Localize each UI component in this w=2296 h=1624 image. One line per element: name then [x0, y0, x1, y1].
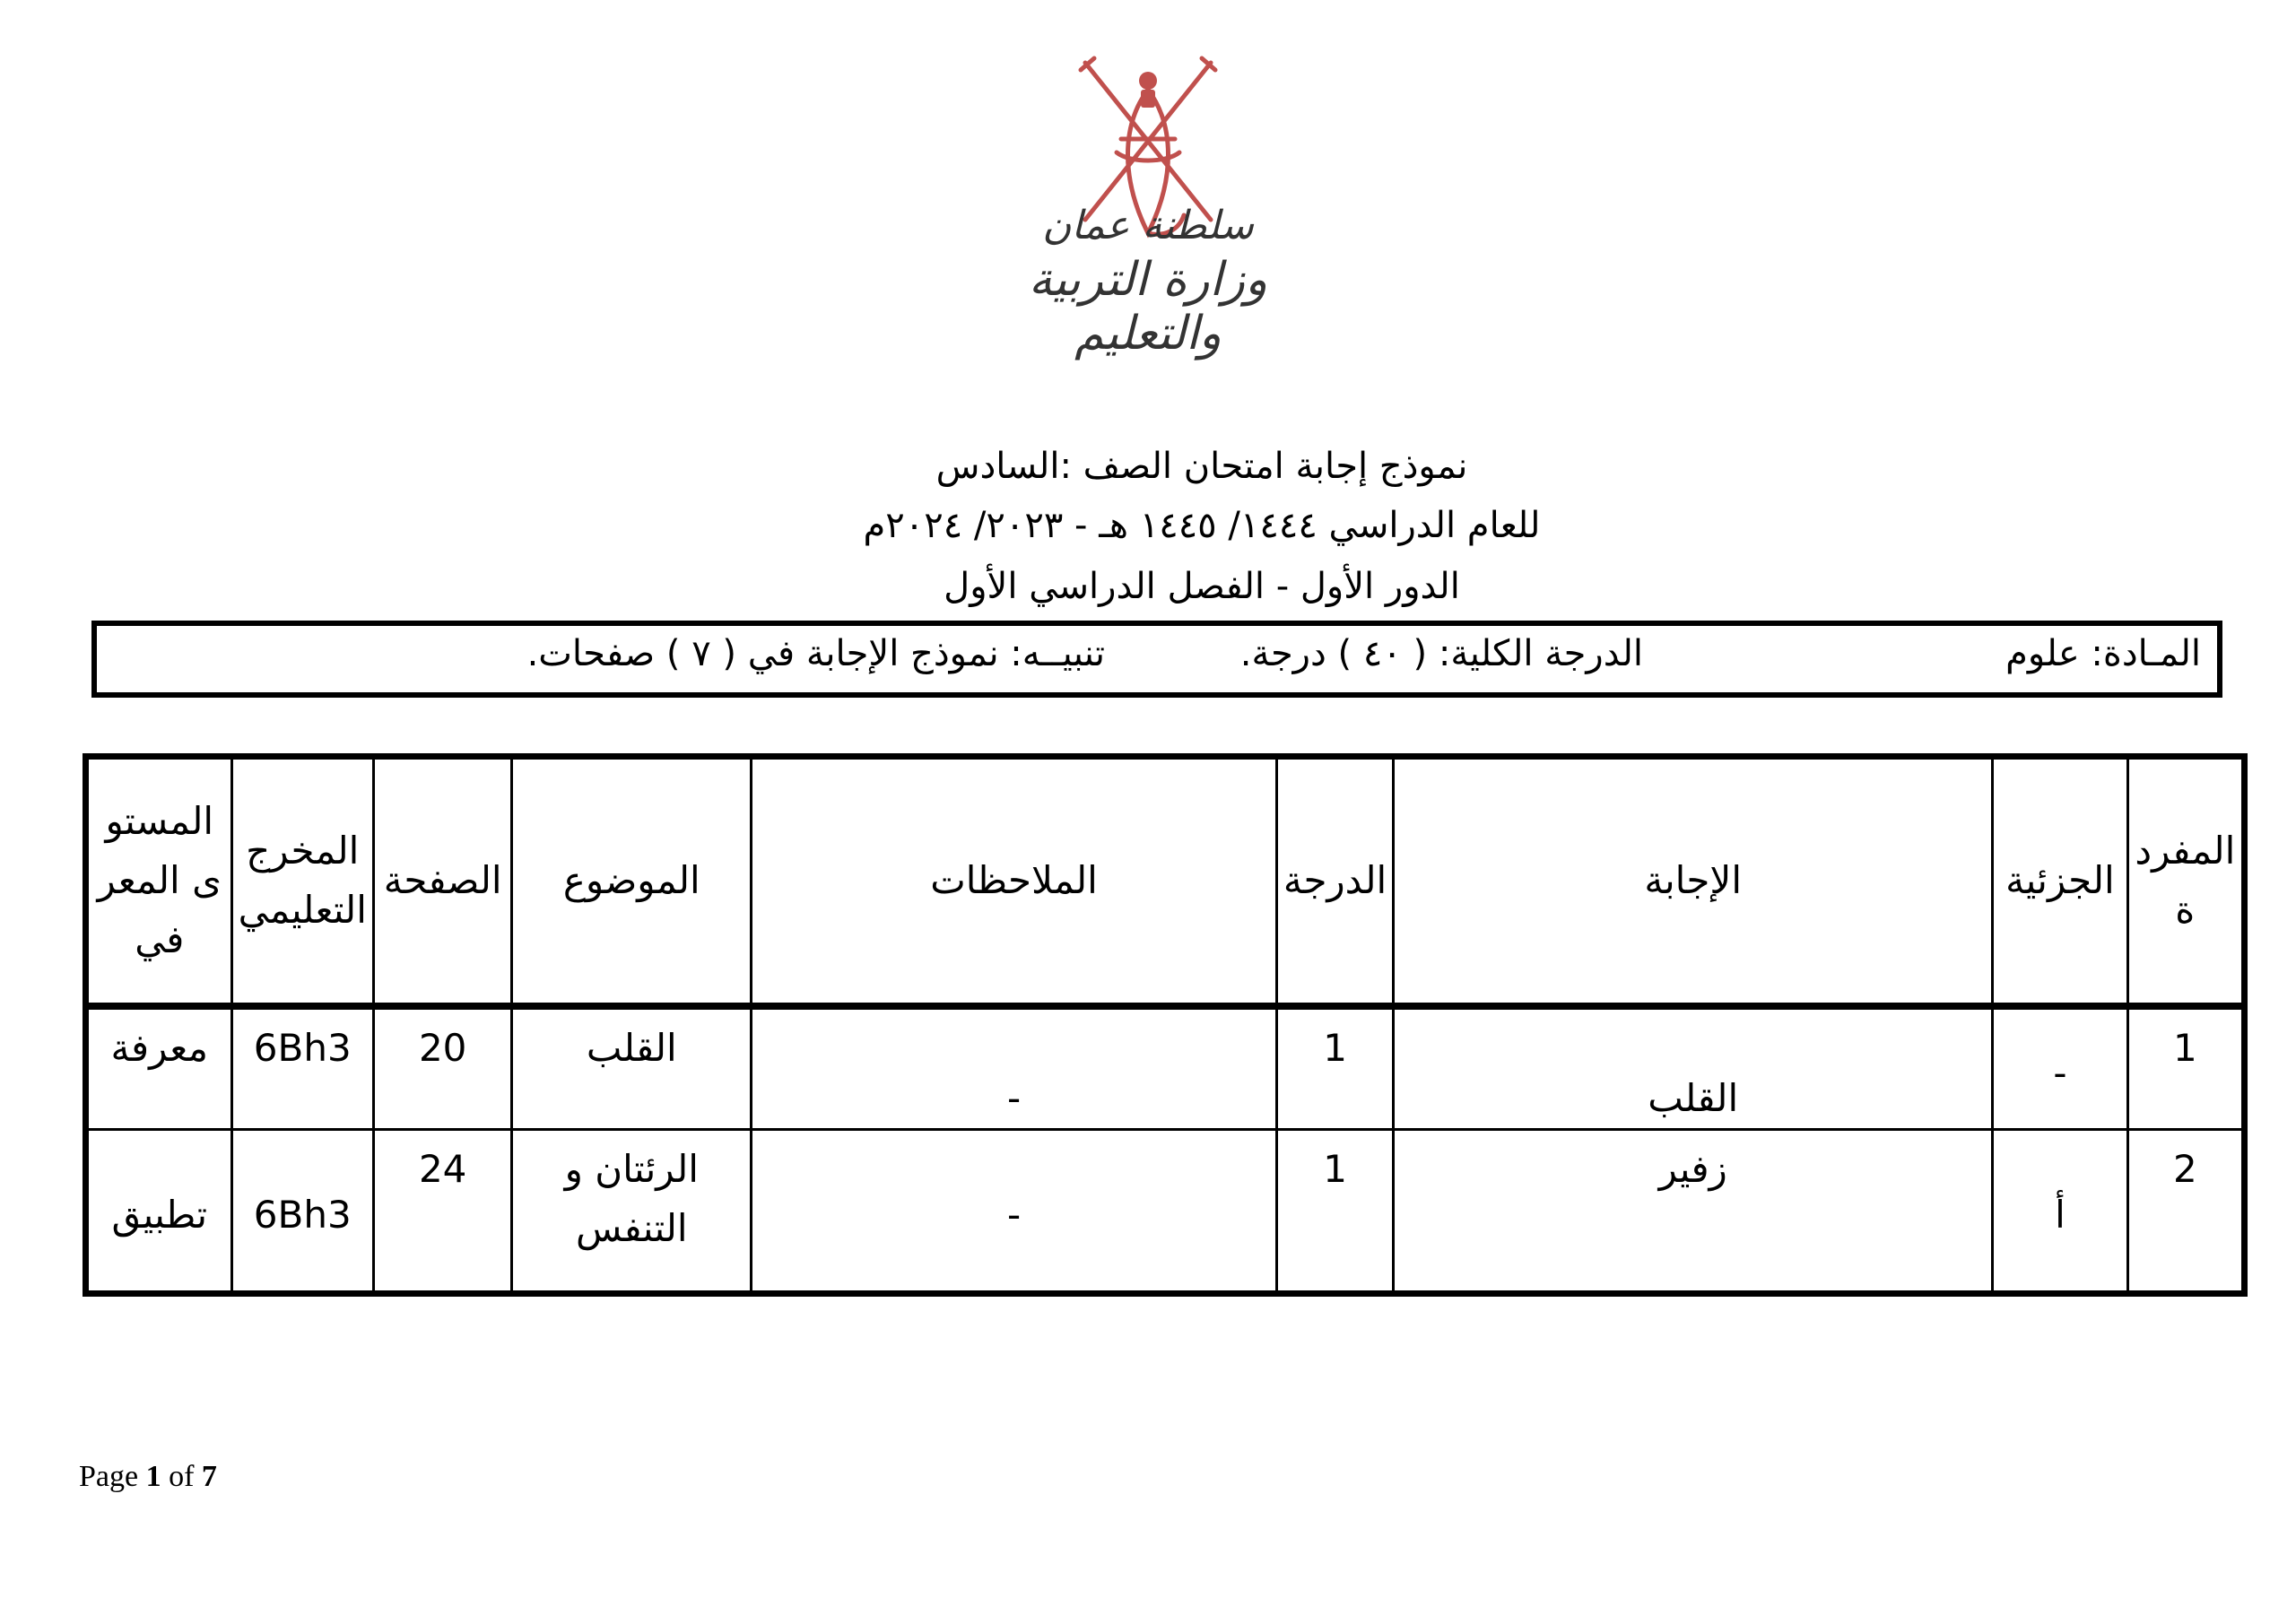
cell-mark: 1: [1276, 1130, 1393, 1294]
header-page: الصفحة: [373, 757, 511, 1006]
footer-total-pages: 7: [201, 1460, 217, 1493]
exam-title: نموذج إجابة امتحان الصف :السادس: [935, 446, 1468, 487]
ministry-logo: [987, 54, 1309, 360]
page-count-note: تنبيــه: نموذج الإجابة في ( ٧ ) صفحات.: [526, 633, 1105, 674]
cell-part: أ: [1993, 1130, 2127, 1294]
header-part: الجزئية: [1993, 757, 2127, 1006]
answer-key-table: [83, 753, 2248, 1297]
total-grade-label: الدرجة الكلية: ( ٤٠ ) درجة.: [1239, 633, 1643, 674]
table-header-row: [86, 757, 2245, 1006]
subject-label: المـادة: علوم: [2005, 633, 2201, 674]
logo-line-ministry: وزارة التربية والتعليم: [1028, 253, 1268, 360]
cell-topic: القلب: [512, 1006, 752, 1130]
exam-info-box: [91, 621, 2222, 698]
cell-notes: -: [752, 1006, 1277, 1130]
header-item: المفردة: [2127, 757, 2244, 1006]
cell-outcome: 6Bh3: [231, 1006, 373, 1130]
cell-page: 24: [373, 1130, 511, 1294]
header-answer: الإجابة: [1394, 757, 1993, 1006]
cell-item: 2: [2127, 1130, 2244, 1294]
footer-of-word: of: [169, 1460, 195, 1493]
header-outcome: المخرج التعليمي: [231, 757, 373, 1006]
cell-topic: الرئتان و التنفس: [512, 1130, 752, 1294]
table-row: [86, 1006, 2245, 1130]
footer-current-page: 1: [145, 1460, 161, 1493]
academic-year: للعام الدراسي ١٤٤٤/ ١٤٤٥ هـ - ٢٠٢٣/ ٢٠٢٤م: [863, 505, 1541, 546]
cell-item: 1: [2127, 1006, 2244, 1130]
cell-notes: -: [752, 1130, 1277, 1294]
cell-answer: القلب: [1394, 1006, 1993, 1130]
page-number-footer: [79, 1460, 217, 1494]
cell-part: -: [1993, 1006, 2127, 1130]
header-level: المستوى المعرفي: [86, 757, 232, 1006]
header-topic: الموضوع: [512, 757, 752, 1006]
cell-answer: زفير: [1394, 1130, 1993, 1294]
cell-level: تطبيق: [86, 1130, 232, 1294]
logo-line-sultanate: سلطنة عمان: [1042, 203, 1254, 248]
footer-page-word: Page: [79, 1460, 139, 1493]
cell-mark: 1: [1276, 1006, 1393, 1130]
cell-level: معرفة: [86, 1006, 232, 1130]
table-row: [86, 1130, 2245, 1294]
header-mark: الدرجة: [1276, 757, 1393, 1006]
header-notes: الملاحظات: [752, 757, 1277, 1006]
cell-outcome: 6Bh3: [231, 1130, 373, 1294]
cell-page: 20: [373, 1006, 511, 1130]
exam-session: الدور الأول - الفصل الدراسي الأول: [944, 566, 1460, 607]
